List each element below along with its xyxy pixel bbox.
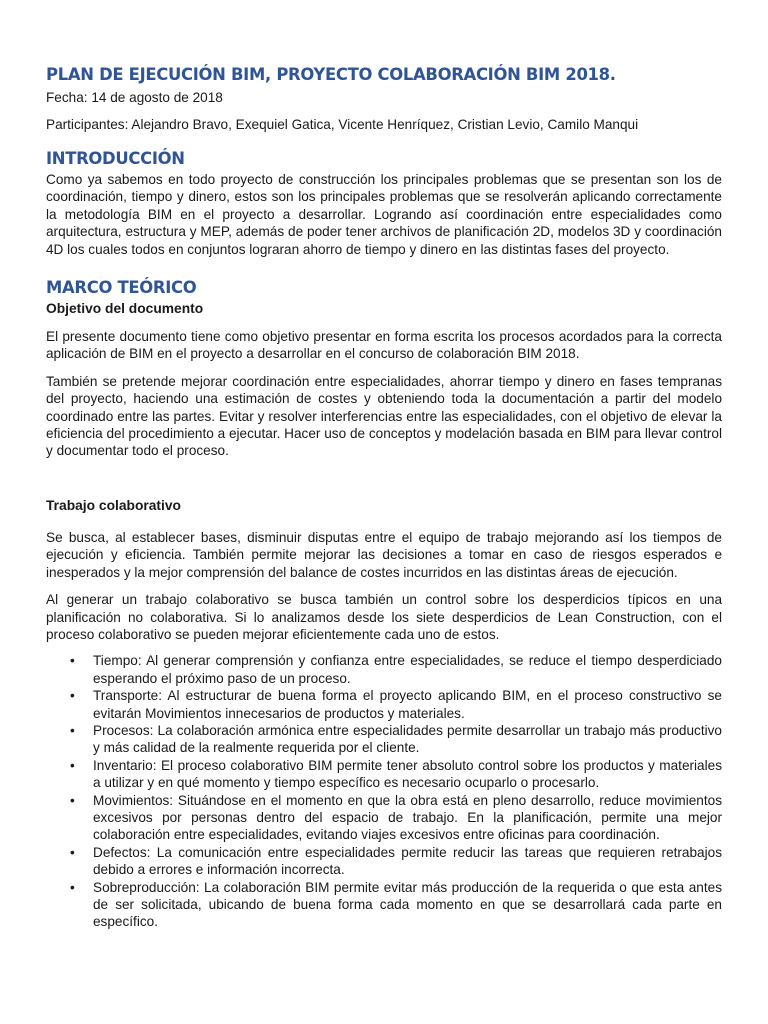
list-item: • Defectos: La comunicación entre especialidades permite reducir las tareas que requieren retrabajos debido a errores e información incorrecta. [70, 844, 722, 878]
bullet-icon: • [70, 688, 75, 704]
list-item: • Sobreproducción: La colaboración BIM permite evitar más producción de la requerida o que esta antes de ser solicitada, ubicando de buena forma cada momento en que se desarrollará cada parte en específico. [70, 879, 722, 930]
bullet-icon: • [70, 792, 75, 808]
subheading-objetivo: Objetivo del documento [46, 301, 204, 317]
bullet-icon: • [70, 757, 75, 773]
bullet-icon: • [70, 653, 75, 669]
list-item: • Tiempo: Al generar comprensión y confianza entre especialidades, se reduce el tiempo desperdiciado esperando el próximo paso de un proceso. [70, 653, 722, 686]
objetivo-paragraph-1: El presente documento tiene como objetivo presentar en forma escrita los procesos acordados para la correcta aplicación de BIM en el proyecto a desarrollar en el concurso de colaboración BIM 2018. [46, 329, 722, 362]
bullet-icon: • [70, 879, 75, 895]
list-item: • Inventario: El proceso colaborativo BIM permite tener absoluto control sobre los productos y materiales a utilizar y en qué momento y tiempo específico es necesario ocuparlo o procesarlo. [70, 757, 722, 791]
participants-line: Participantes: Alejandro Bravo, Exequiel Gatica, Vicente Henríquez, Cristian Levio, Camilo Manqui [46, 117, 639, 132]
trabajo-paragraph-1: Se busca, al establecer bases, disminuir disputas entre el equipo de trabajo mejorando así los tiempos de ejecución y eficiencia. También permite mejorar las decisiones a tomar en caso de riesgos esperados e inesperados y la mejor comprensión del balance de costes incurridos en las distintas áreas de ejecución. [46, 529, 722, 580]
list-item: • Transporte: Al estructurar de buena forma el proyecto aplicando BIM, en el proceso constructivo se evitarán Movimientos innecesarios de productos y materiales. [70, 688, 722, 721]
document-body [46, 64, 722, 931]
intro-paragraph: Como ya sabemos en todo proyecto de construcción los principales problemas que se presentan son los de coordinación, tiempo y dinero, estos son los principales problemas que se resolverán aplicando correctamente la metodología BIM en el proyecto a desarrollar. Logrando así coordinación entre especialidades como arquitectura, estructura y MEP, además de poder tener archivos de planificación 2D, modelos 3D y coordinación 4D los cuales todos en conjuntos lograran ahorro de tiempo y dinero en las distintas fases del proyecto. [46, 172, 722, 257]
desperdicios-list [46, 652, 722, 931]
bullet-icon: • [70, 722, 75, 738]
section-heading-marco-teorico: MARCO TEÓRICO [46, 278, 197, 298]
date-line: Fecha: 14 de agosto de 2018 [46, 90, 223, 105]
bullet-icon: • [70, 844, 75, 860]
objetivo-paragraph-2: También se pretende mejorar coordinación entre especialidades, ahorrar tiempo y dinero en fases tempranas del proyecto, haciendo una estimación de costes y obteniendo toda la documentación a partir del modelo coordinado entre las partes. Evitar y resolver interferencias entre las especialidades, con el objetivo de elevar la eficiencia del procedimiento a ejecutar. Hacer uso de conceptos y modelación basada en BIM para llevar control y documentar todo el proceso. [46, 373, 722, 459]
section-heading-introduccion: INTRODUCCIÓN [46, 149, 185, 168]
trabajo-paragraph-2: Al generar un trabajo colaborativo se busca también un control sobre los desperdicios típicos en una planificación no colaborativa. Si lo analizamos desde los siete desperdicios de Lean Construction, con el proceso colaborativo se pueden mejorar eficientemente cada uno de estos. [46, 592, 722, 642]
document-title: PLAN DE EJECUCIÓN BIM, PROYECTO COLABORACIÓN BIM 2018. [46, 65, 616, 84]
list-item: • Movimientos: Situándose en el momento en que la obra está en pleno desarrollo, reduce movimientos excesivos por personas dentro del espacio de trabajo. En la planificación, permite una mejor colaboración entre especialidades, evitando viajes excesivos entre oficinas para coordinación. [70, 792, 722, 843]
list-item: • Procesos: La colaboración armónica entre especialidades permite desarrollar un trabajo más productivo y más calidad de la realmente requerida por el cliente. [70, 722, 722, 756]
subheading-trabajo-colaborativo: Trabajo colaborativo [46, 497, 181, 513]
